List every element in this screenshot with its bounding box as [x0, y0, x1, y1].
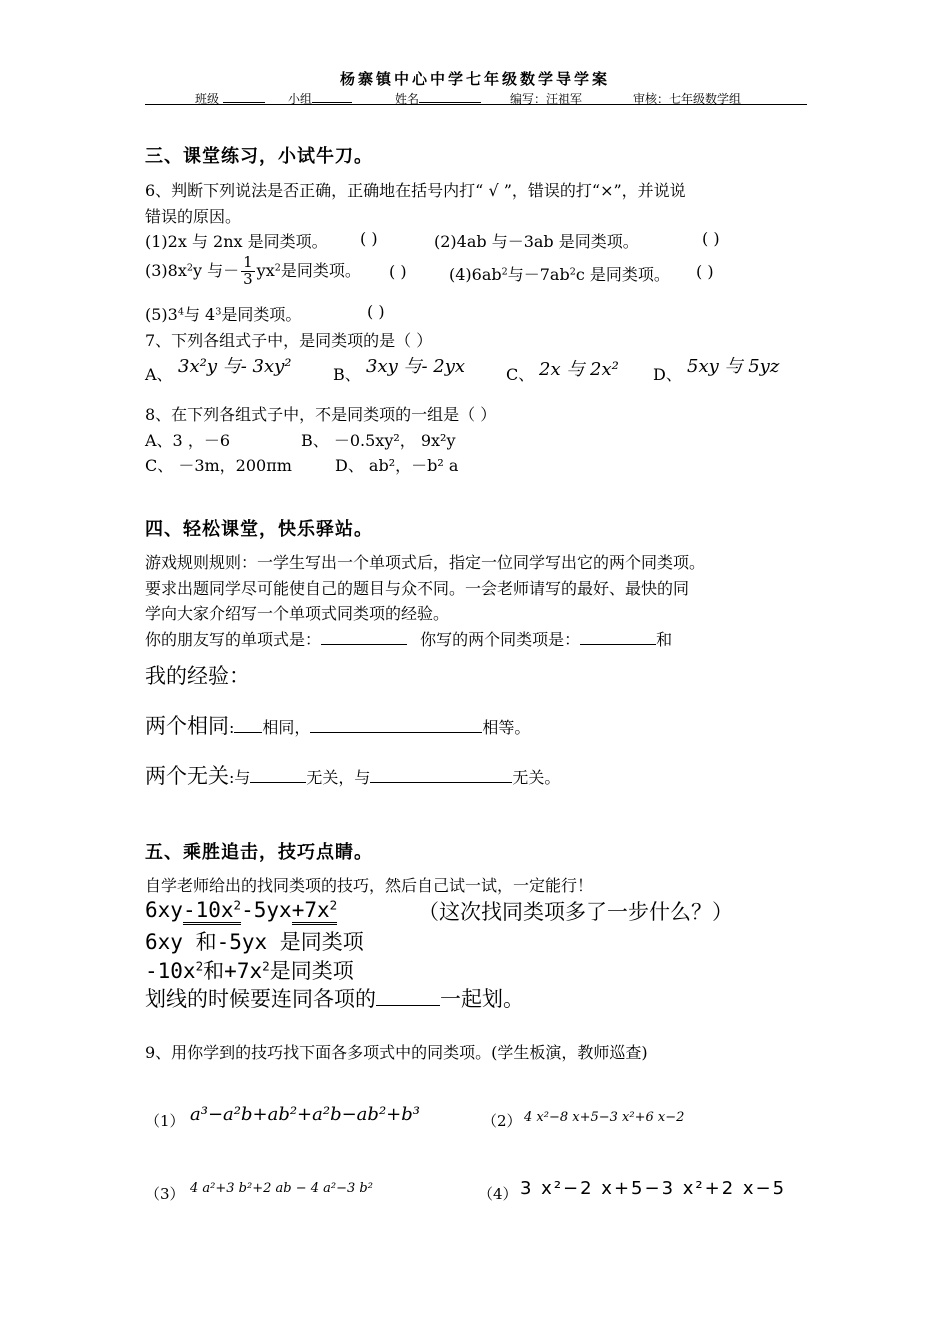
q7-option-a[interactable]: 3x²y 与- 3xy²: [178, 356, 292, 377]
reviewer-info: 审核：七年级数学组: [633, 92, 742, 106]
name-label: 姓名: [395, 92, 420, 106]
q7-prompt: 7、下列各组式子中，是同类项的是（ ）: [145, 331, 433, 350]
q8-option-d[interactable]: D、 ab²，－b² a: [335, 456, 459, 475]
example-line-2: 6xy 和-5yx 是同类项: [145, 930, 364, 954]
section-3-heading: 三、课堂练习，小试牛刀。: [145, 146, 373, 167]
same-blank-2[interactable]: [310, 716, 482, 733]
group-blank[interactable]: [312, 90, 352, 103]
section-5-heading: 五、乘胜追击，技巧点睛。: [145, 842, 373, 863]
poly-2: 4 x²−8 x+5−3 x²+6 x−2: [524, 1110, 685, 1125]
poly-1: a³−a²b+ab²+a²b−ab²+b³: [190, 1104, 420, 1125]
q7-option-c-label: C、: [506, 365, 535, 384]
unrelated-blank-2[interactable]: [370, 766, 512, 783]
q9-prompt: 9、用你学到的技巧找下面各多项式中的同类项。(学生板演，教师巡查): [145, 1043, 648, 1062]
q6-prompt-line2: 错误的原因。: [145, 207, 242, 226]
q6-answer-5[interactable]: ( ): [367, 302, 385, 321]
q6-item-3: $(3)8x^2y$ 与－ $\frac{1}{3}$ $yx^2$是同类项。: [145, 253, 361, 288]
q6-item-4: $(4)6ab^2$与$-7ab^2c$ 是同类项。: [449, 265, 670, 284]
q6-item-5: $(5)3^4$与 $4^3$是同类项。: [145, 305, 302, 324]
same-blank-1[interactable]: [234, 716, 262, 733]
q8-option-c[interactable]: C、 －3m，200πm: [145, 456, 292, 475]
like-term-blank-1[interactable]: [580, 628, 656, 645]
poly-4: 3 x²−2 x+5−3 x²+2 x−5: [520, 1178, 787, 1199]
q7-option-d[interactable]: 5xy 与 5yz: [687, 356, 780, 377]
editor-info: 编写：汪祖军: [510, 92, 583, 106]
q6-answer-3[interactable]: ( ): [389, 262, 407, 281]
q8-prompt: 8、在下列各组式子中，不是同类项的一组是（ ）: [145, 405, 497, 424]
q8-option-b[interactable]: B、 －0.5xy²， 9x²y: [301, 431, 456, 450]
group-label: 小组: [288, 92, 313, 106]
q7-option-b[interactable]: 3xy 与- 2yx: [366, 356, 466, 377]
example-line-4: 划线的时候要连同各项的 一起划。: [145, 983, 524, 1013]
q6-item-2: (2)4ab 与－3ab 是同类项。: [434, 232, 639, 251]
friend-monomial-line: 你的朋友写的单项式是： 你写的两个同类项是： 和: [145, 630, 673, 649]
rules-line-2: 要求出题同学尽可能使自己的题目与众不同。一会老师请写的最好、最快的同: [145, 579, 690, 598]
class-blank[interactable]: [223, 90, 265, 103]
sign-blank[interactable]: [376, 984, 440, 1006]
q6-answer-1[interactable]: ( ): [360, 229, 378, 248]
unrelated-blank-1[interactable]: [250, 766, 306, 783]
two-same-line: 两个相同: 相同， 相等。: [145, 714, 531, 738]
q7-option-d-label: D、: [653, 365, 682, 384]
example-note: （这次找同类项多了一步什么？）: [418, 900, 733, 924]
technique-intro: 自学老师给出的找同类项的技巧，然后自己试一试，一定能行！: [145, 876, 594, 895]
q6-item-1: (1)2x 与 2nx 是同类项。: [145, 232, 328, 251]
document-title: 杨寨镇中心中学七年级数学导学案: [339, 70, 610, 88]
class-label: 班级: [195, 92, 220, 106]
q7-option-a-label: A、: [145, 365, 173, 384]
q6-prompt-line1: 6、判断下列说法是否正确，正确地在括号内打“ √ ”，错误的打“×”，并说说: [145, 181, 686, 200]
poly-1-label: （1）: [145, 1112, 185, 1130]
poly-3-label: （3）: [145, 1185, 185, 1203]
section-4-heading: 四、轻松课堂，快乐驿站。: [145, 519, 373, 540]
friend-monomial-blank[interactable]: [321, 628, 407, 645]
fraction-one-third: $\frac{1}{3}$: [243, 253, 253, 288]
name-blank[interactable]: [419, 90, 481, 103]
poly-4-label: （4）: [478, 1185, 518, 1203]
example-line-3: $-10x^2$和$+7x^2$是同类项: [145, 958, 354, 983]
q7-option-b-label: B、: [333, 365, 361, 384]
example-expression: $6xy-10x^2-5yx+7x^2$: [145, 898, 337, 922]
q8-option-a[interactable]: A、3 ，－6: [145, 431, 231, 450]
my-experience-heading: 我的经验：: [145, 664, 250, 688]
q6-answer-2[interactable]: ( ): [702, 229, 720, 248]
q7-option-c[interactable]: 2x 与 2x²: [539, 359, 619, 380]
poly-3: 4 a²+3 b²+2 ab − 4 a²−3 b²: [190, 1181, 373, 1196]
rules-line-3: 学向大家介绍写一个单项式同类项的经验。: [145, 604, 450, 623]
header-rule: [145, 104, 807, 105]
poly-2-label: （2）: [482, 1112, 522, 1130]
rules-line-1: 游戏规则规则：一学生写出一个单项式后，指定一位同学写出它的两个同类项。: [145, 553, 706, 572]
two-unrelated-line: 两个无关:与 无关，与 无关。: [145, 764, 561, 788]
q6-answer-4[interactable]: ( ): [696, 262, 714, 281]
